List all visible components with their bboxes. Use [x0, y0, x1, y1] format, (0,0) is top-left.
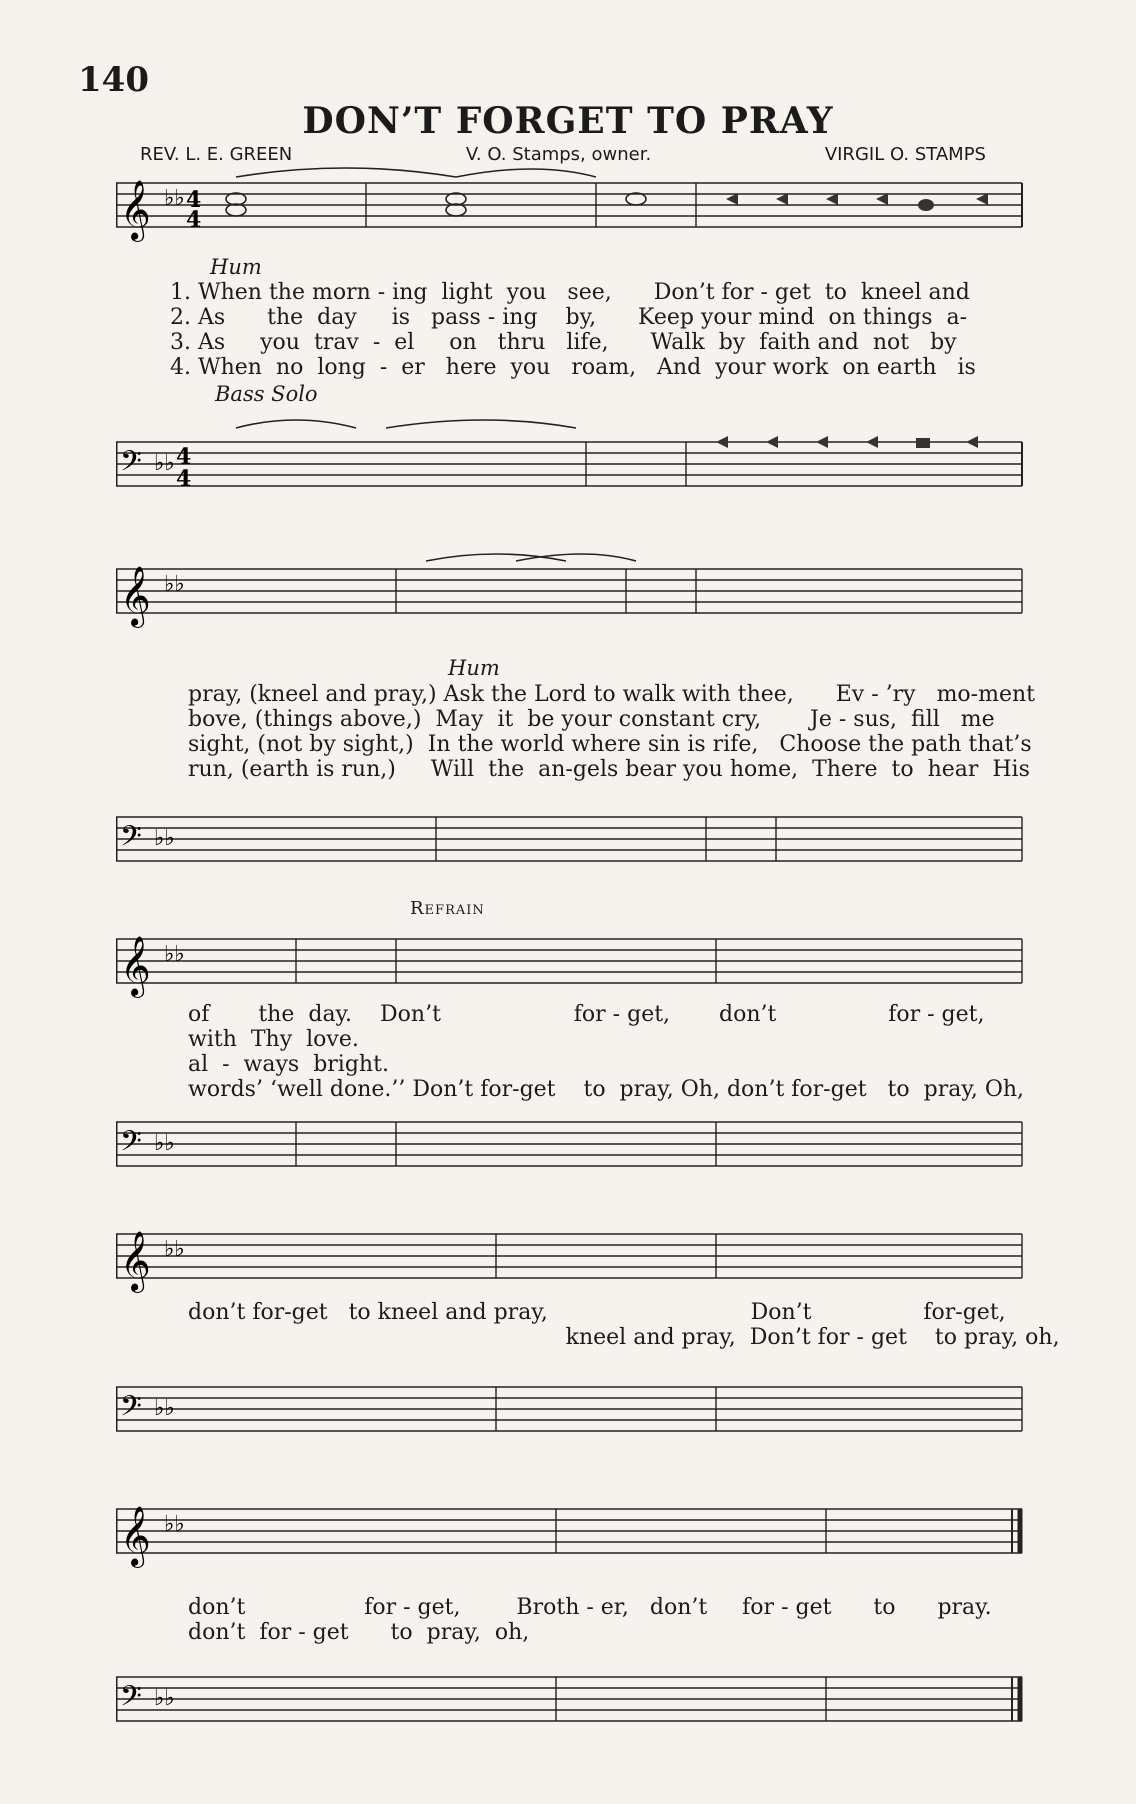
page-number: 140 — [78, 60, 149, 100]
treble-staff-3 — [116, 915, 1026, 1015]
system2-verse2: bove, (things above,) May it be your constant cry, Je - sus, fill me — [188, 707, 995, 732]
system3-line3: al - ways bright. — [188, 1052, 389, 1077]
svg-text:♭♭: ♭♭ — [154, 1131, 175, 1156]
hymn-title: DON’T FORGET TO PRAY — [302, 100, 834, 142]
bass-staff-3 — [116, 1090, 1026, 1190]
hum-marking-1: Hum — [210, 255, 262, 279]
svg-text:4: 4 — [186, 187, 202, 213]
svg-text:♭♭: ♭♭ — [154, 826, 175, 851]
svg-text:𝄞: 𝄞 — [120, 1231, 151, 1291]
svg-text:♭♭: ♭♭ — [164, 572, 185, 597]
bass-staff-1 — [116, 410, 1026, 510]
system1-verse3: 3. As you trav - el on thru life, Walk by faith and not by — [170, 330, 957, 355]
hum-marking-2: Hum — [448, 656, 500, 680]
svg-text:4: 4 — [176, 466, 192, 492]
treble-staff-4 — [116, 1210, 1026, 1310]
refrain-marking: Refrain — [410, 898, 485, 919]
svg-text:♭♭: ♭♭ — [164, 1512, 185, 1537]
treble-staff-1 — [116, 155, 1026, 255]
system5-line2: don’t for - get to pray, oh, — [188, 1620, 530, 1645]
svg-text:4: 4 — [176, 444, 192, 470]
svg-text:𝄞: 𝄞 — [120, 1506, 151, 1566]
system1-verse4: 4. When no long - er here you roam, And your work on earth is — [170, 355, 976, 380]
system5-line1: don’t for - get, Broth - er, don’t for - get to pray. — [188, 1595, 992, 1620]
svg-text:♭♭: ♭♭ — [154, 1396, 175, 1421]
svg-text:𝄞: 𝄞 — [120, 566, 151, 626]
system2-verse4: run, (earth is run,) Will the an-gels bear you home, There to hear His — [188, 757, 1030, 782]
bass-solo-marking: Bass Solo — [215, 382, 318, 406]
lyricist: REV. L. E. GREEN — [140, 144, 293, 165]
svg-text:♭♭: ♭♭ — [164, 186, 185, 211]
svg-text:𝄢: 𝄢 — [120, 820, 142, 860]
svg-text:𝄢: 𝄢 — [120, 1680, 142, 1720]
svg-text:♭♭: ♭♭ — [154, 1686, 175, 1711]
bass-staff-5 — [116, 1645, 1026, 1745]
system4-line2: kneel and pray, Don’t for - get to pray, oh, — [188, 1325, 1060, 1350]
svg-text:♭♭: ♭♭ — [164, 1237, 185, 1262]
treble-clef-icon: 𝄞 — [120, 180, 151, 240]
system2-verse3: sight, (not by sight,) In the world where sin is rife, Choose the path that’s — [188, 732, 1032, 757]
treble-staff-2 — [116, 545, 1026, 645]
svg-text:𝄢: 𝄢 — [120, 1125, 142, 1165]
composer: VIRGIL O. STAMPS — [824, 144, 986, 165]
svg-text:♭♭: ♭♭ — [154, 451, 175, 476]
system2-verse1: pray, (kneel and pray,) Ask the Lord to walk with thee, Ev - ’ry mo-ment — [188, 682, 1035, 707]
treble-staff-5 — [116, 1485, 1026, 1585]
svg-text:𝄞: 𝄞 — [120, 936, 151, 996]
system3-line1: of the day. Don’t for - get, don’t for - get, — [188, 1002, 985, 1027]
owner: V. O. Stamps, owner. — [465, 144, 652, 165]
system1-verse2: 2. As the day is pass - ing by, Keep your mind on things a- — [170, 305, 968, 330]
svg-text:𝄢: 𝄢 — [120, 1390, 142, 1430]
system4-line1: don’t for-get to kneel and pray, Don’t for-get, — [188, 1300, 1006, 1325]
bass-staff-4 — [116, 1355, 1026, 1455]
system3-line2: with Thy love. — [188, 1027, 359, 1052]
svg-text:♭♭: ♭♭ — [164, 942, 185, 967]
svg-text:4: 4 — [186, 207, 202, 233]
system3-line4: words’ ‘well done.’’ Don’t for-get to pray, Oh, don’t for-get to pray, Oh, — [188, 1077, 1025, 1102]
system1-verse1: 1. When the morn - ing light you see, Don’t for - get to kneel and — [170, 280, 970, 305]
bass-staff-2 — [116, 785, 1026, 885]
bass-clef-icon: 𝄢 — [120, 445, 142, 485]
